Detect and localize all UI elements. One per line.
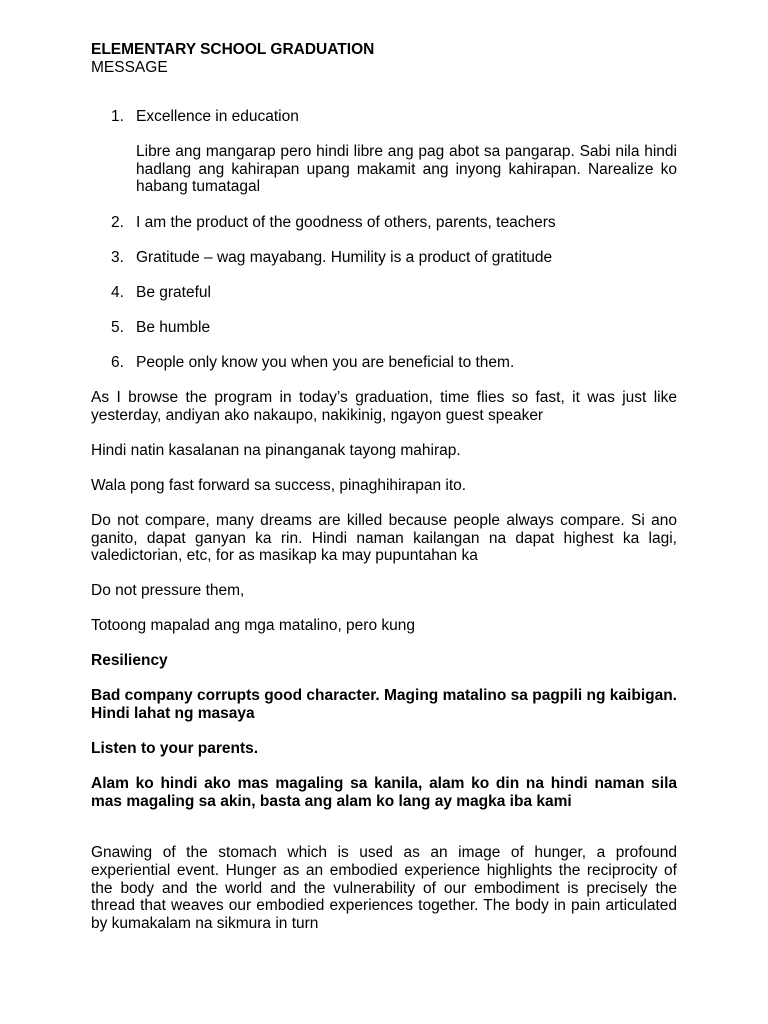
- paragraph-compare: Do not compare, many dreams are killed because people always compare. Si ano ganito, dapat ganyan ka rin. Hindi naman kailangan na dapat highest ka lagi, valedictorian, etc, for as masikap ka may pupuntahan ka: [91, 511, 677, 565]
- paragraph-bad-company: Bad company corrupts good character. Maging matalino sa pagpili ng kaibigan. Hindi lahat ng masaya: [91, 687, 677, 723]
- heading-resiliency: Resiliency: [91, 652, 168, 670]
- paragraph-matalino: Totoong mapalad ang mga matalino, pero kung: [91, 617, 415, 635]
- document-title: [91, 41, 677, 76]
- list-number: 5.: [111, 318, 124, 336]
- list-item-text: Excellence in education: [136, 108, 299, 126]
- numbered-list: [91, 108, 677, 371]
- list-number: 1.: [111, 108, 124, 126]
- paragraph-pressure: Do not pressure them,: [91, 582, 245, 600]
- list-number: 3.: [111, 248, 124, 266]
- list-item: [91, 354, 677, 372]
- paragraph-graduation: As I browse the program in today’s graduation, time flies so fast, it was just like yesterday, andiyan ako nakaupo, nakikinig, ngayon guest speaker: [91, 389, 677, 424]
- list-item: [91, 214, 677, 232]
- list-item-detail: Libre ang mangarap pero hindi libre ang pag abot sa pangarap. Sabi nila hindi hadlang ang kahirapan upang makamit ang inyong kahirapan. Narealize ko habang tumatagal: [136, 143, 677, 196]
- list-number: 4.: [111, 283, 124, 301]
- list-number: 2.: [111, 213, 124, 231]
- document-body: [91, 41, 677, 950]
- paragraph-magka-iba: Alam ko hindi ako mas magaling sa kanila, alam ko din na hindi naman sila mas magaling sa akin, basta ang alam ko lang ay magka iba kami: [91, 775, 677, 810]
- paragraph-success: Wala pong fast forward sa success, pinaghihirapan ito.: [91, 476, 467, 494]
- paragraph-hunger: Gnawing of the stomach which is used as an image of hunger, a profound experiential event. Hunger as an embodied experience highlights the reciprocity of the body and the world and the vulnerability of our embodiment is precisely the thread that weaves our embodied experiences together. The body in pain articulated by kumakalam na sikmura in turn: [91, 844, 677, 932]
- paragraph-listen-parents: Listen to your parents.: [91, 740, 259, 758]
- paragraph-poverty: Hindi natin kasalanan na pinanganak tayong mahirap.: [91, 441, 461, 459]
- list-number: 6.: [111, 353, 124, 371]
- list-item: [91, 249, 677, 267]
- list-item: [91, 284, 677, 302]
- list-item-text: Gratitude – wag mayabang. Humility is a product of gratitude: [136, 248, 553, 266]
- list-item-text: People only know you when you are beneficial to them.: [136, 353, 515, 371]
- title-line-1: ELEMENTARY SCHOOL GRADUATION: [91, 41, 375, 58]
- list-item: [91, 108, 677, 196]
- list-item-text: Be grateful: [136, 283, 211, 301]
- title-line-2: MESSAGE: [91, 58, 168, 76]
- list-item-text: Be humble: [136, 318, 211, 336]
- list-item-text: I am the product of the goodness of others, parents, teachers: [136, 213, 556, 231]
- list-item: [91, 319, 677, 337]
